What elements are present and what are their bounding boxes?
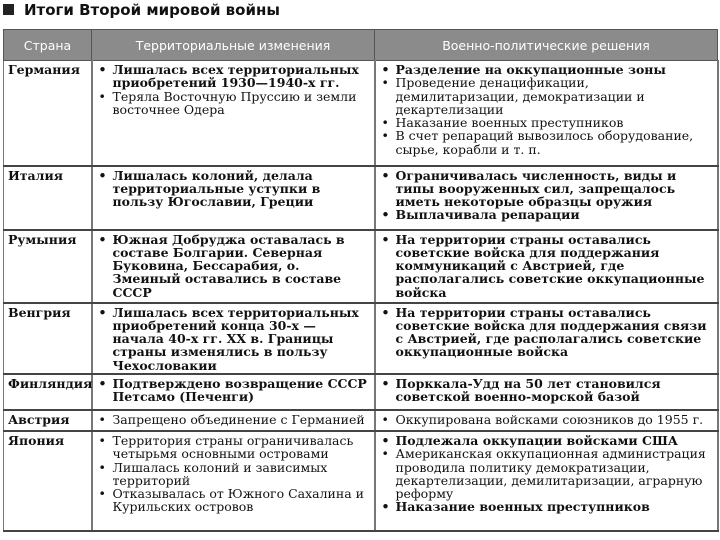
list-item: • Южная Добруджа оставалась в составе Болгарии. Северная Буковина, Бессарабия, о. Змеиный оставались в составе СССР bbox=[97, 233, 370, 299]
square-bullet-icon bbox=[3, 4, 14, 15]
list-item: • Наказание военных преступников bbox=[380, 500, 713, 513]
table-row bbox=[4, 431, 718, 531]
table-row bbox=[4, 303, 718, 374]
list-item: • Порккала-Удд на 50 лет становился советской военно-морской базой bbox=[380, 377, 713, 404]
page-title: Итоги Второй мировой войны bbox=[24, 1, 280, 19]
military-cell bbox=[375, 61, 718, 166]
table-row bbox=[4, 374, 718, 410]
table-row bbox=[4, 410, 718, 431]
list-item: • Наказание военных преступников bbox=[380, 116, 713, 129]
country-cell: Япония bbox=[4, 431, 92, 531]
country-cell: Италия bbox=[4, 166, 92, 230]
list-item: • Лишалась всех территориальных приобретений конца 30-х — начала 40-х гг. XX в. Границы страны изменялись в пользу Чехословакии bbox=[97, 306, 370, 372]
header-military: Военно-политические решения bbox=[375, 30, 718, 61]
territorial-cell bbox=[92, 303, 375, 374]
country-cell: Финляндия bbox=[4, 374, 92, 410]
list-item: • Ограничивалась численность, виды и типы вооруженных сил, запрещалось иметь некоторые образцы оружия bbox=[380, 169, 713, 209]
list-item: • Отказывалась от Южного Сахалина и Курильских островов bbox=[97, 487, 370, 514]
territorial-cell bbox=[92, 230, 375, 303]
country-cell: Австрия bbox=[4, 410, 92, 431]
territorial-cell bbox=[92, 410, 375, 431]
territorial-cell bbox=[92, 166, 375, 230]
list-item: • Американская оккупационная администрация проводила политику демократизации, декартелизации, демилитаризации, аграрную реформу bbox=[380, 447, 713, 500]
military-cell bbox=[375, 230, 718, 303]
list-item: • Проведение денацификации, демилитаризации, демократизации и декартелизации bbox=[380, 76, 713, 116]
military-cell bbox=[375, 303, 718, 374]
list-item: • Разделение на оккупационные зоны bbox=[380, 63, 713, 76]
list-item: • На территории страны оставались советские войска для поддержания связи с Австрией, где располагались советские оккупационные войска bbox=[380, 306, 713, 359]
table-header-row bbox=[4, 30, 718, 61]
country-cell: Германия bbox=[4, 61, 92, 166]
list-item: • Выплачивала репарации bbox=[380, 208, 713, 221]
country-cell: Венгрия bbox=[4, 303, 92, 374]
list-item: • Теряла Восточную Пруссию и земли восточнее Одера bbox=[97, 90, 370, 117]
list-item: • В счет репараций вывозилось оборудование, сырье, корабли и т. п. bbox=[380, 129, 713, 156]
list-item: • Лишалась колоний и зависимых территорий bbox=[97, 461, 370, 488]
table-row bbox=[4, 61, 718, 166]
list-item: • Территория страны ограничивалась четырьмя основными островами bbox=[97, 434, 370, 461]
list-item: • Запрещено объединение с Германией bbox=[97, 413, 370, 426]
country-cell: Румыния bbox=[4, 230, 92, 303]
territorial-cell bbox=[92, 431, 375, 531]
table-row bbox=[4, 166, 718, 230]
territorial-cell bbox=[92, 374, 375, 410]
table-row bbox=[4, 230, 718, 303]
military-cell bbox=[375, 431, 718, 531]
military-cell bbox=[375, 374, 718, 410]
list-item: • На территории страны оставались советские войска для поддержания коммуникаций с Австрией, где располагались советские оккупационные войска bbox=[380, 233, 713, 299]
header-territorial: Территориальные изменения bbox=[92, 30, 375, 61]
list-item: • Подлежала оккупации войсками США bbox=[380, 434, 713, 447]
results-table bbox=[3, 29, 719, 532]
military-cell bbox=[375, 410, 718, 431]
territorial-cell bbox=[92, 61, 375, 166]
list-item: • Оккупирована войсками союзников до 1955 г. bbox=[380, 413, 713, 426]
military-cell bbox=[375, 166, 718, 230]
list-item: • Подтверждено возвращение СССР Петсамо (Печенги) bbox=[97, 377, 370, 404]
header-country: Страна bbox=[4, 30, 92, 61]
title-bar bbox=[0, 0, 720, 24]
list-item: • Лишалась колоний, делала территориальные уступки в пользу Югославии, Греции bbox=[97, 169, 370, 209]
list-item: • Лишалась всех территориальных приобретений 1930—1940-х гг. bbox=[97, 63, 370, 90]
